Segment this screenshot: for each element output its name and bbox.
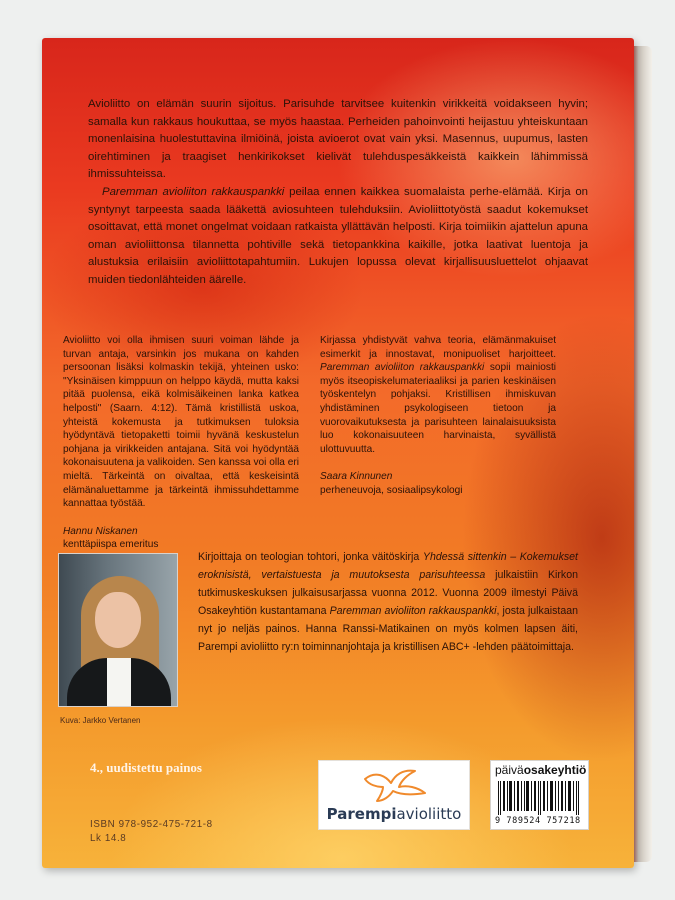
logo-word-parempi: Parempi [326, 805, 397, 823]
bio-part1: Kirjoittaja on teologian tohtori, jonka väitöskirja [198, 551, 420, 563]
review-left [63, 334, 299, 552]
publisher-logo [495, 763, 586, 777]
dove-logo-icon [359, 765, 431, 803]
edition-label: 4., uudistettu painos [90, 760, 202, 775]
reviewer-right-title: perheneuvoja, sosiaalipsykologi [320, 484, 463, 496]
book-back-cover [42, 38, 634, 868]
author-photo [58, 553, 178, 707]
logo-text [319, 805, 469, 823]
review-right-part2: sopii mainiosti myös itseopiskelumateriaaliksi ja parien keskinäisen työskentelyn pohjaksi. Kristillisen ihmiskuvan yhdistäminen psykologiseen tietoon ja vuorovaikutuksesta ja parisuhteen lainalaisuuksista luo kokonaisuuteen harvinaista, syvällistä ulottuvuutta. [320, 362, 556, 455]
review-right-part1: Kirjassa yhdistyvät vahva teoria, elämänmakuiset esimerkit ja innostavat, monipuoliset harjoitteet. [320, 335, 556, 360]
review-right-text [320, 334, 556, 456]
library-class: Lk 14.8 [90, 832, 127, 844]
isbn-number: ISBN 978-952-475-721-8 [90, 819, 213, 830]
photo-caption: Kuva: Jarkko Vertanen [60, 716, 141, 725]
bio-part2: julkaistiin Kirkon tutkimuskeskuksen julkaisusarjassa vuonna 2012. Vuonna 2009 ilmestyi Päivä Osakeyhtiön kustantamana [198, 569, 578, 618]
barcode-number: 9 789524 757218 [495, 816, 581, 826]
reviewer-right-name: Saara Kinnunen [320, 471, 393, 483]
publisher-part2: osakeyhtiö [523, 763, 587, 777]
main-description [88, 96, 588, 290]
main-paragraph-2 [88, 184, 588, 290]
barcode [496, 781, 584, 815]
publisher-part1: päivä [495, 763, 524, 777]
book-title-inline: Paremman avioliiton rakkauspankki [102, 185, 285, 198]
parempi-avioliitto-logo [318, 760, 470, 830]
logo-word-avioliitto: avioliitto [396, 805, 462, 823]
isbn-block [90, 818, 213, 845]
reviewer-right [320, 470, 556, 497]
main-paragraph-2-text: peilaa ennen kaikkea suomalaista perhe-elämää. Kirja on syntynyt tarpeesta saada lääkettä aviosuhteen tulehduksiin. Avioliittotyöstä saadut kokemukset osoittavat, että monet ongelmat voidaan ratkaista yllättävän helposti. Kirja toimiikin ajattelun apuna oman avioliittonsa tilannetta pohtiville sekä tietopankkina kaikille, jotka laativat luentoja ja alustuksia erilaisiin avioliittotapahtumiin. Lukujen lopussa olevat kirjallisuusluettelot ohjaavat muiden tiedonlähteiden äärelle. [88, 185, 589, 286]
review-right [320, 334, 556, 498]
reviewer-left-name: Hannu Niskanen [63, 525, 138, 537]
reviewer-left-title: kenttäpiispa emeritus [63, 539, 159, 551]
publisher-barcode-box [490, 760, 589, 830]
bio-part3: , josta julkaistaan nyt jo neljäs painos. Hanna Ranssi-Matikainen on myös kolmen lapsen äiti, Parempi avioliitto ry:n toiminnanjohtaja ja kristillisen ABC+ -lehden päätoimittaja. [198, 605, 578, 654]
bio-book-title: Paremman avioliiton rakkauspankki [329, 605, 497, 618]
review-left-text: Avioliitto voi olla ihmisen suuri voiman lähde ja turvan antaja, varsinkin jos mukana on kahden persoonan lisäksi kolmaskin tekijä, yhteinen usko: "Yksinäisen kimppuun on helppo käydä, mutta kaksi pitää puolensa, eikä kolmisäikeinen lanka katkea helposti" (Saarn. 4:12). Tämä kristillistä uskoa, yhteistä kokemusta ja tutkimuksen tuloksia hyödyntävä tietopaketti toimii hyvänä keskustelun pohjana ja virikkeiden antajana. Sitä voi hyödyntää kokonaisuutena ja valikoiden. Sen kanssa voi olla eri mieltä. Tärkeintä on oivaltaa, että keskeisintä elämänaluettamme ja tärkeintä ihmissuhdettamme kannattaa työstää. [63, 335, 299, 510]
author-bio [198, 548, 578, 657]
main-paragraph-1: Avioliitto on elämän suurin sijoitus. Parisuhde tarvitsee kuitenkin virikkeitä voidakseen hyvin; samalla kun rakkaus houkuttaa, se myös haastaa. Perheiden pahoinvointi heijastuu yhteiskuntaan monenlaisina huolestuttavina ilmiöinä, joista avioerot ovat vain yksi. Masennus, uupumus, lasten oirehtiminen ja traagiset henkirikokset kielivät tulehduspesäkkeistä kaikkein lähimmissä ihmissuhteissa. [88, 98, 588, 181]
review-right-book-title: Paremman avioliiton rakkauspankki [320, 362, 485, 374]
bio-thesis-title: Yhdessä sittenkin – Kokemukset eroknisistä, vertaistuesta ja muutoksesta parisuhteessa [198, 551, 578, 582]
